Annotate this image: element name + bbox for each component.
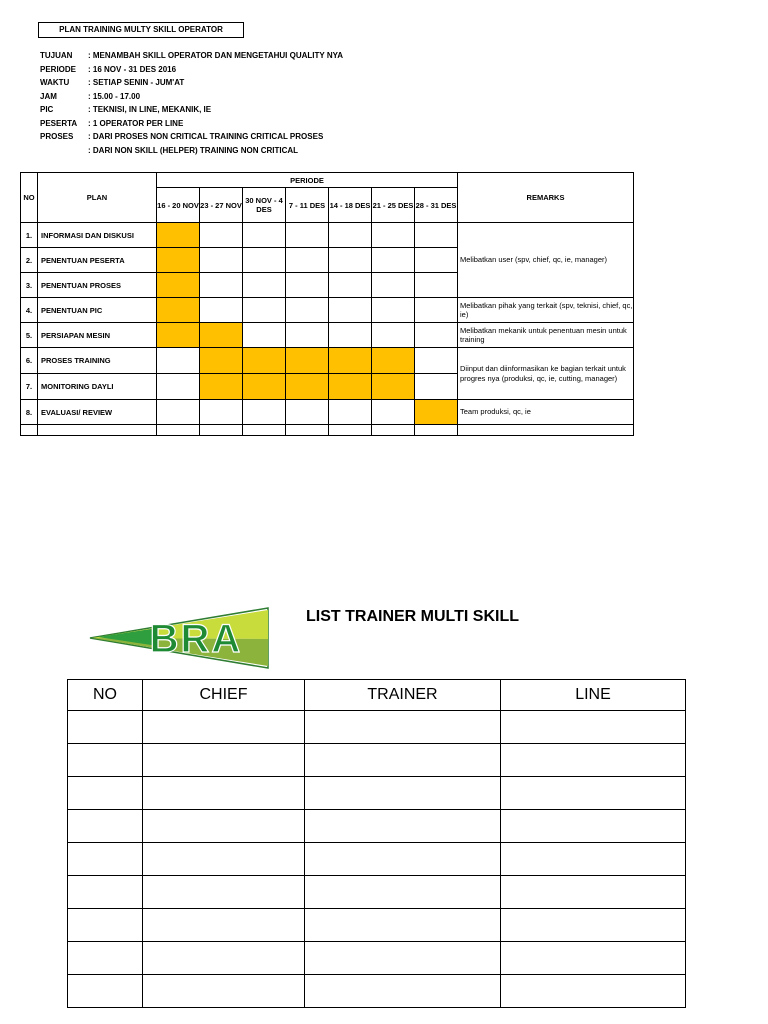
period-cell <box>243 248 286 273</box>
period-cell <box>200 273 243 298</box>
trainer-table <box>67 679 686 1008</box>
row-plan: INFORMASI DAN DISKUSI <box>38 223 157 248</box>
row-no: 1. <box>21 223 38 248</box>
trainer-row <box>68 843 686 876</box>
period-cell <box>329 223 372 248</box>
period-cell <box>415 273 458 298</box>
period-cell <box>243 348 286 374</box>
row-plan: PERSIAPAN MESIN <box>38 323 157 348</box>
period-cell <box>286 400 329 425</box>
info-key: PERIODE <box>40 65 77 74</box>
period-cell <box>372 323 415 348</box>
period-header: 14 - 18 DES <box>329 188 372 223</box>
trainer-row <box>68 975 686 1008</box>
trainer-row <box>68 942 686 975</box>
remark-cell: Diinput dan diinformasikan ke bagian terkait untuk progres nya (produksi, qc, ie, cutting, manager) <box>458 348 634 400</box>
info-key: PESERTA <box>40 119 78 128</box>
period-cell <box>200 323 243 348</box>
period-cell <box>200 248 243 273</box>
list-title: LIST TRAINER MULTI SKILL <box>306 608 520 625</box>
info-key: JAM <box>40 92 57 101</box>
period-cell <box>415 348 458 374</box>
plan-row <box>21 348 634 374</box>
period-cell <box>329 298 372 323</box>
period-cell <box>329 400 372 425</box>
period-cell <box>286 374 329 400</box>
trainer-row <box>68 810 686 843</box>
period-cell <box>329 348 372 374</box>
info-key: PIC <box>40 105 54 114</box>
period-cell <box>286 248 329 273</box>
plan-row <box>21 298 634 323</box>
logo-text: BRA <box>149 617 243 661</box>
period-cell <box>415 298 458 323</box>
period-cell <box>157 298 200 323</box>
col-header-remarks: REMARKS <box>458 173 634 223</box>
plan-row <box>21 400 634 425</box>
empty-row <box>21 425 634 436</box>
period-cell <box>200 223 243 248</box>
col-header-plan: PLAN <box>38 173 157 223</box>
plan-row <box>21 223 634 248</box>
period-cell <box>415 323 458 348</box>
row-plan: PENENTUAN PESERTA <box>38 248 157 273</box>
trainer-header-trainer: TRAINER <box>305 680 501 711</box>
period-cell <box>243 223 286 248</box>
row-plan: PENENTUAN PIC <box>38 298 157 323</box>
period-cell <box>329 374 372 400</box>
info-value: : 15.00 - 17.00 <box>88 92 141 101</box>
remark-cell: Team produksi, qc, ie <box>458 400 634 425</box>
period-header: 16 - 20 NOV <box>157 188 200 223</box>
info-value: : MENAMBAH SKILL OPERATOR DAN MENGETAHUI QUALITY NYA <box>88 51 343 60</box>
period-cell <box>372 348 415 374</box>
period-cell <box>200 374 243 400</box>
trainer-row <box>68 876 686 909</box>
trainer-header-line: LINE <box>501 680 686 711</box>
period-cell <box>157 400 200 425</box>
period-cell <box>372 273 415 298</box>
period-cell <box>372 298 415 323</box>
period-cell <box>243 400 286 425</box>
plan-table <box>20 172 634 436</box>
row-no: 5. <box>21 323 38 348</box>
period-cell <box>415 248 458 273</box>
col-header-no: NO <box>21 173 38 223</box>
period-cell <box>286 323 329 348</box>
info-value: : 1 OPERATOR PER LINE <box>88 119 184 128</box>
period-cell <box>286 348 329 374</box>
period-cell <box>329 248 372 273</box>
period-cell <box>372 223 415 248</box>
period-header: 30 NOV - 4 DES <box>243 188 286 223</box>
col-header-periode: PERIODE <box>157 173 458 188</box>
period-cell <box>200 400 243 425</box>
row-plan: MONITORING DAYLI <box>38 374 157 400</box>
period-cell <box>157 273 200 298</box>
row-no: 6. <box>21 348 38 374</box>
info-value: : DARI PROSES NON CRITICAL TRAINING CRITICAL PROSES <box>88 132 324 141</box>
row-no: 2. <box>21 248 38 273</box>
company-logo <box>88 606 270 670</box>
period-cell <box>200 298 243 323</box>
trainer-row <box>68 909 686 942</box>
period-header: 21 - 25 DES <box>372 188 415 223</box>
period-cell <box>329 323 372 348</box>
period-cell <box>243 298 286 323</box>
period-cell <box>415 374 458 400</box>
period-cell <box>415 223 458 248</box>
remark-cell: Melibatkan user (spv, chief, qc, ie, manager) <box>458 223 634 298</box>
period-cell <box>157 374 200 400</box>
info-value: : SETIAP SENIN - JUM'AT <box>88 78 185 87</box>
row-plan: PROSES TRAINING <box>38 348 157 374</box>
period-cell <box>286 223 329 248</box>
period-cell <box>372 400 415 425</box>
period-cell <box>372 248 415 273</box>
trainer-header-no: NO <box>68 680 143 711</box>
info-key: PROSES <box>40 132 74 141</box>
trainer-row <box>68 777 686 810</box>
trainer-header-chief: CHIEF <box>143 680 305 711</box>
period-cell <box>157 323 200 348</box>
period-header: 7 - 11 DES <box>286 188 329 223</box>
period-cell <box>329 273 372 298</box>
period-cell <box>286 273 329 298</box>
info-value: : DARI NON SKILL (HELPER) TRAINING NON CRITICAL <box>88 146 299 155</box>
period-cell <box>157 223 200 248</box>
info-key: WAKTU <box>40 78 70 87</box>
remark-cell: Melibatkan pihak yang terkait (spv, teknisi, chief, qc, ie) <box>458 298 634 323</box>
row-no: 7. <box>21 374 38 400</box>
plan-row <box>21 323 634 348</box>
period-cell <box>243 273 286 298</box>
period-cell <box>415 400 458 425</box>
trainer-row <box>68 744 686 777</box>
period-cell <box>157 348 200 374</box>
info-key: TUJUAN <box>40 51 73 60</box>
period-cell <box>157 248 200 273</box>
plan-title: PLAN TRAINING MULTY SKILL OPERATOR <box>38 22 244 38</box>
row-plan: PENENTUAN PROSES <box>38 273 157 298</box>
period-cell <box>243 323 286 348</box>
period-header: 23 - 27 NOV <box>200 188 243 223</box>
row-no: 8. <box>21 400 38 425</box>
remark-cell: Melibatkan mekanik untuk penentuan mesin untuk training <box>458 323 634 348</box>
row-no: 4. <box>21 298 38 323</box>
info-value: : 16 NOV - 31 DES 2016 <box>88 65 177 74</box>
row-plan: EVALUASI/ REVIEW <box>38 400 157 425</box>
period-header: 28 - 31 DES <box>415 188 458 223</box>
info-value: : TEKNISI, IN LINE, MEKANIK, IE <box>88 105 212 114</box>
period-cell <box>372 374 415 400</box>
row-no: 3. <box>21 273 38 298</box>
trainer-row <box>68 711 686 744</box>
period-cell <box>286 298 329 323</box>
period-cell <box>243 374 286 400</box>
period-cell <box>200 348 243 374</box>
